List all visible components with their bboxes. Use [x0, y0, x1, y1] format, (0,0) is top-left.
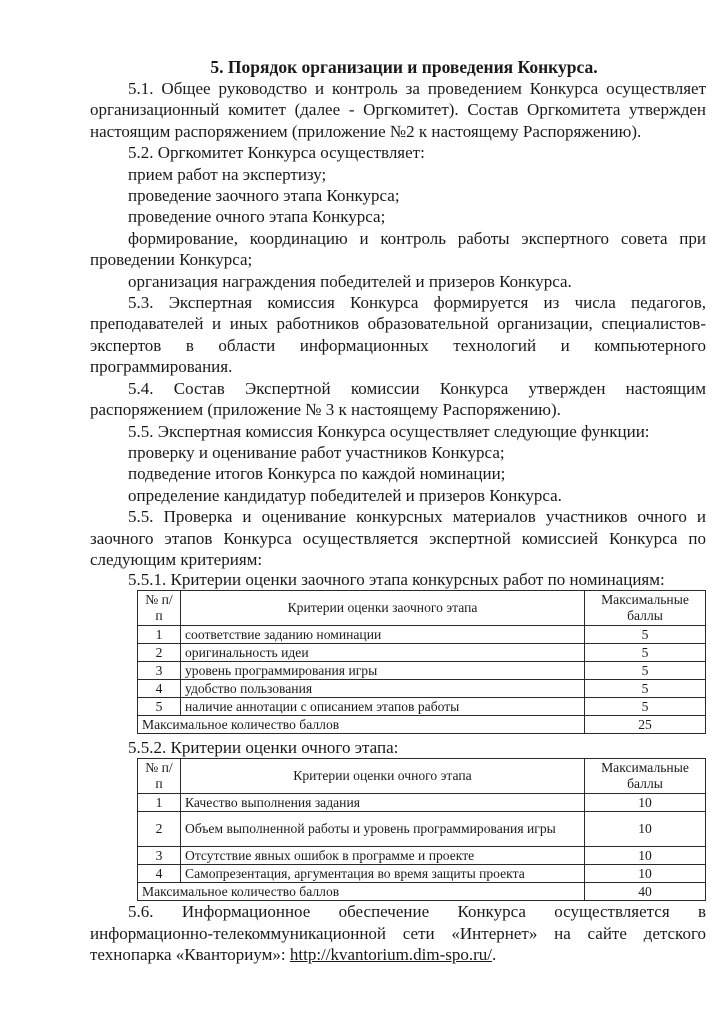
table-row — [138, 644, 706, 662]
table-row — [138, 794, 706, 812]
kvantorium-link[interactable]: http://kvantorium.dim-spo.ru/ — [289, 945, 492, 965]
paragraph-5-4: 5.4. Состав Экспертной комиссии Конкурса утвержден настоящим распоряжением (приложение № 3 к настоящему Распоряжению). — [90, 378, 706, 420]
cell-criteria: Качество выполнения задания — [181, 794, 585, 812]
list-item: организация награждения победителей и призеров Конкурса. — [128, 271, 572, 291]
paragraph-5-1: 5.1. Общее руководство и контроль за проведением Конкурса осуществляет организационный комитет (далее - Оргкомитет). Состав Оргкомитета утвержден настоящим распоряжением (приложение №2 к настоящему Распоряжению). — [90, 79, 706, 141]
list-item: подведение итогов Конкурса по каждой номинации; — [128, 464, 506, 484]
list-item: определение кандидатур победителей и призеров Конкурса. — [128, 485, 562, 505]
section-title: 5. Порядок организации и проведения Конкурса. — [210, 57, 598, 77]
cell-max: 5 — [585, 698, 706, 716]
cell-max: 5 — [585, 680, 706, 698]
cell-num: 5 — [138, 698, 181, 716]
header-num: № п/п — [138, 759, 181, 794]
table-row — [138, 698, 706, 716]
list-item: проведение очного этапа Конкурса; — [128, 207, 386, 227]
paragraph-5-6 — [90, 901, 706, 965]
cell-criteria: Объем выполненной работы и уровень программирования игры — [181, 812, 585, 847]
cell-max: 10 — [585, 794, 706, 812]
table-row — [138, 680, 706, 698]
cell-num: 2 — [138, 812, 181, 847]
table-in-person-stage — [137, 758, 706, 901]
document-page — [90, 56, 706, 966]
table-total-row — [138, 883, 706, 901]
cell-max: 10 — [585, 847, 706, 865]
cell-criteria: соответствие заданию номинации — [181, 626, 585, 644]
header-max: Максимальные баллы — [585, 759, 706, 794]
cell-criteria: удобство пользования — [181, 680, 585, 698]
cell-max: 10 — [585, 865, 706, 883]
cell-num: 1 — [138, 626, 181, 644]
paragraph-5-6-end: . — [492, 945, 497, 965]
table-total-row — [138, 716, 706, 734]
cell-max: 5 — [585, 626, 706, 644]
cell-criteria: Самопрезентация, аргументация во время защиты проекта — [181, 865, 585, 883]
cell-max: 5 — [585, 644, 706, 662]
cell-criteria: уровень программирования игры — [181, 662, 585, 680]
list-item: формирование, координацию и контроль работы экспертного совета при проведении Конкурса; — [90, 228, 706, 270]
table-row — [138, 865, 706, 883]
table2-caption: 5.5.2. Критерии оценки очного этапа: — [128, 738, 399, 758]
total-label: Максимальное количество баллов — [138, 883, 585, 901]
list-item: проведение заочного этапа Конкурса; — [128, 186, 400, 206]
header-criteria: Критерии оценки очного этапа — [181, 759, 585, 794]
cell-criteria: оригинальность идеи — [181, 644, 585, 662]
header-num: № п/п — [138, 591, 181, 626]
table-row — [138, 847, 706, 865]
total-value: 40 — [585, 883, 706, 901]
paragraph-5-3: 5.3. Экспертная комиссия Конкурса формируется из числа педагогов, преподавателей и иных работников образовательной организации, специалистов-экспертов в области информационных технологий и компьютерного программирования. — [90, 293, 706, 377]
paragraph-5-2: 5.2. Оргкомитет Конкурса осуществляет: — [128, 143, 425, 163]
header-criteria: Критерии оценки заочного этапа — [181, 591, 585, 626]
cell-num: 4 — [138, 680, 181, 698]
list-item: проверку и оценивание работ участников Конкурса; — [128, 442, 505, 462]
paragraph-5-6-text: 5.6. Информационное обеспечение Конкурса осуществляется в информационно-телекоммуникационной сети «Интернет» на сайте детского технопарка «Кванториум»: — [90, 902, 706, 965]
cell-num: 3 — [138, 662, 181, 680]
table-row — [138, 812, 706, 847]
cell-criteria: наличие аннотации с описанием этапов работы — [181, 698, 585, 716]
header-max: Максимальные баллы — [585, 591, 706, 626]
table-row — [138, 626, 706, 644]
cell-criteria: Отсутствие явных ошибок в программе и проекте — [181, 847, 585, 865]
table-header-row — [138, 759, 706, 794]
total-label: Максимальное количество баллов — [138, 716, 585, 734]
cell-num: 3 — [138, 847, 181, 865]
table-correspondence-stage — [137, 590, 706, 734]
list-item: прием работ на экспертизу; — [128, 164, 327, 184]
cell-num: 2 — [138, 644, 181, 662]
paragraph-5-5-functions: 5.5. Экспертная комиссия Конкурса осуществляет следующие функции: — [128, 421, 650, 441]
table-header-row — [138, 591, 706, 626]
total-value: 25 — [585, 716, 706, 734]
table-row — [138, 662, 706, 680]
cell-num: 1 — [138, 794, 181, 812]
paragraph-5-5-criteria: 5.5. Проверка и оценивание конкурсных материалов участников очного и заочного этапов Конкурса осуществляется экспертной комиссией Конкурса по следующим критериям: — [90, 507, 706, 569]
table1-caption: 5.5.1. Критерии оценки заочного этапа конкурсных работ по номинациям: — [128, 570, 665, 590]
cell-num: 4 — [138, 865, 181, 883]
cell-max: 10 — [585, 812, 706, 847]
cell-max: 5 — [585, 662, 706, 680]
